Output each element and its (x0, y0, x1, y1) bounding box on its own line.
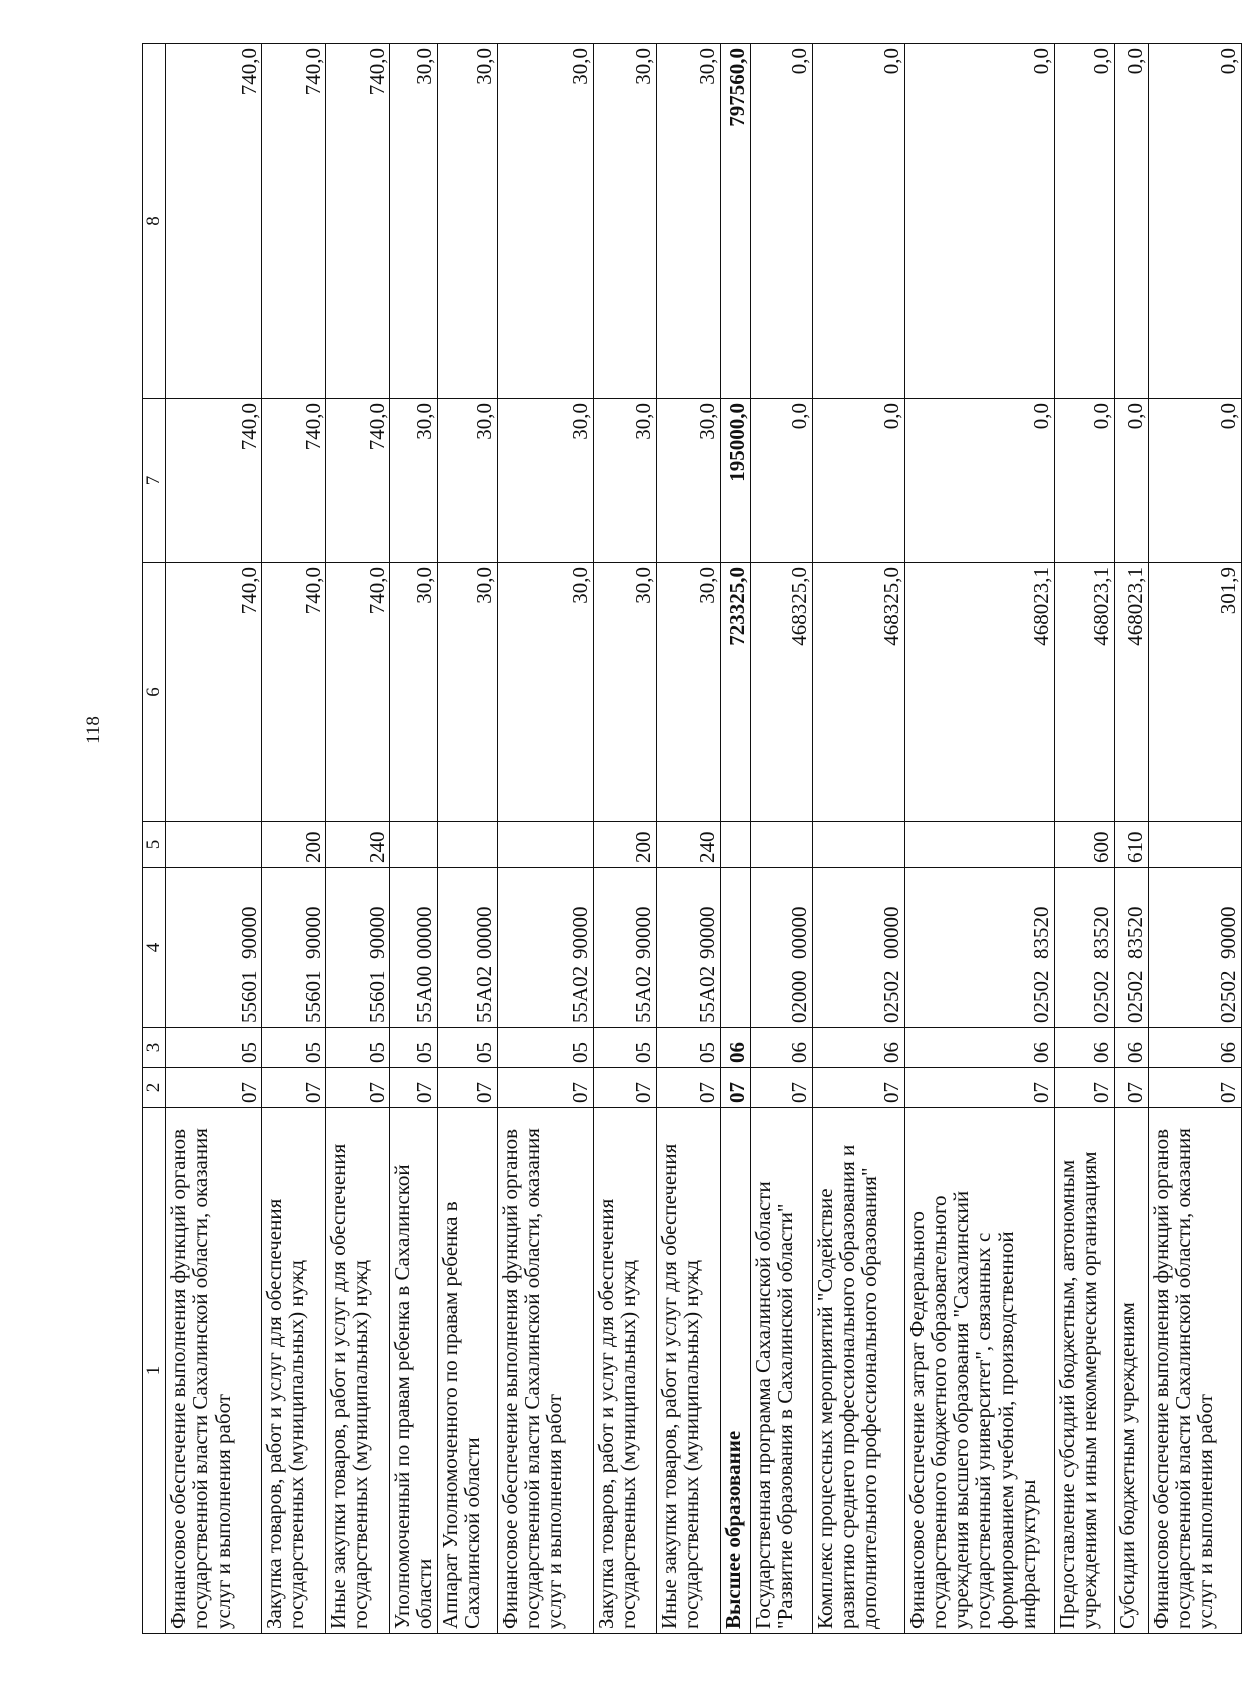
podrazdel-code-cell: 05 (437, 1028, 497, 1068)
amount-year-2-cell: 740,0 (262, 399, 326, 563)
amount-year-1-cell: 468023,1 (904, 563, 1054, 822)
amount-year-2-cell: 30,0 (656, 399, 720, 563)
program-code-part-1: 55601 (236, 970, 261, 1023)
column-header: 2 (143, 1068, 166, 1108)
amount-year-3-cell: 30,0 (656, 44, 720, 399)
amount-year-3-cell: 30,0 (437, 44, 497, 399)
table-row (812, 44, 904, 1634)
program-code-part-2: 90000 (236, 906, 261, 959)
podrazdel-code-cell: 06 (1148, 1028, 1241, 1068)
razdel-code-cell: 07 (166, 1068, 262, 1108)
budget-table (142, 43, 1242, 1634)
row-name-cell: Закупка товаров, работ и услуг для обеспечения государственных (муниципальных) нужд (262, 1108, 326, 1634)
razdel-code-cell: 07 (656, 1068, 720, 1108)
program-code-cell (390, 868, 438, 1028)
expense-type-code-cell: 240 (326, 822, 390, 868)
amount-year-2-cell: 0,0 (1148, 399, 1241, 563)
column-header: 7 (143, 399, 166, 563)
row-name-cell: Аппарат Уполномоченного по правам ребенка в Сахалинской области (437, 1108, 497, 1634)
program-code-part-2: 90000 (631, 906, 656, 959)
program-code-part-2: 90000 (695, 906, 720, 959)
table-row (262, 44, 326, 1634)
program-code-part-2: 90000 (1216, 906, 1241, 959)
podrazdel-code-cell: 06 (1054, 1028, 1114, 1068)
expense-type-code-cell (812, 822, 904, 868)
expense-type-code-cell: 200 (262, 822, 326, 868)
podrazdel-code-cell: 06 (750, 1028, 812, 1068)
column-header: 3 (143, 1028, 166, 1068)
amount-year-3-cell: 30,0 (593, 44, 656, 399)
row-name-cell: Финансовое обеспечение выполнения функций органов государственной власти Сахалинской области, оказания услуг и выполнения работ (166, 1108, 262, 1634)
razdel-code-cell: 07 (497, 1068, 593, 1108)
expense-type-code-cell: 600 (1054, 822, 1114, 868)
table-row (437, 44, 497, 1634)
table-row (390, 44, 438, 1634)
table-row (1054, 44, 1114, 1634)
program-code-part-1: 02502 (879, 970, 904, 1023)
amount-year-2-cell: 0,0 (812, 399, 904, 563)
razdel-code-cell: 07 (326, 1068, 390, 1108)
expense-type-code-cell (437, 822, 497, 868)
amount-year-3-cell: 797560,0 (720, 44, 750, 399)
program-code-part-1: 55601 (364, 970, 389, 1023)
amount-year-1-cell: 468023,1 (1114, 563, 1148, 822)
program-code-part-1: 02502 (1216, 970, 1241, 1023)
amount-year-1-cell: 740,0 (166, 563, 262, 822)
table-row (497, 44, 593, 1634)
program-code-part-2: 83520 (1029, 906, 1054, 959)
podrazdel-code-cell: 05 (390, 1028, 438, 1068)
program-code-cell (497, 868, 593, 1028)
program-code-part-1: 55A02 (695, 965, 720, 1023)
amount-year-2-cell: 0,0 (750, 399, 812, 563)
amount-year-3-cell: 0,0 (1054, 44, 1114, 399)
table-row (1114, 44, 1148, 1634)
amount-year-1-cell: 723325,0 (720, 563, 750, 822)
program-code-part-1: 55A02 (568, 965, 593, 1023)
podrazdel-code-cell: 05 (262, 1028, 326, 1068)
amount-year-3-cell: 0,0 (812, 44, 904, 399)
program-code-cell (720, 868, 750, 1028)
table-header-row (143, 44, 166, 1634)
podrazdel-code-cell: 05 (656, 1028, 720, 1068)
program-code-part-1: 02000 (787, 970, 812, 1023)
program-code-part-1: 02502 (1029, 970, 1054, 1023)
page-number: 118 (83, 716, 104, 744)
expense-type-code-cell (166, 822, 262, 868)
razdel-code-cell: 07 (262, 1068, 326, 1108)
program-code-cell (1148, 868, 1241, 1028)
expense-type-code-cell (750, 822, 812, 868)
row-name-cell: Иные закупки товаров, работ и услуг для обеспечения государственных (муниципальных) нужд (656, 1108, 720, 1634)
column-header: 4 (143, 868, 166, 1028)
program-code-part-2: 90000 (568, 906, 593, 959)
row-name-cell: Иные закупки товаров, работ и услуг для обеспечения государственных (муниципальных) нужд (326, 1108, 390, 1634)
budget-table-container (142, 44, 1241, 1634)
program-code-part-2: 90000 (300, 906, 325, 959)
amount-year-3-cell: 0,0 (904, 44, 1054, 399)
expense-type-code-cell: 610 (1114, 822, 1148, 868)
podrazdel-code-cell: 06 (904, 1028, 1054, 1068)
row-name-cell: Финансовое обеспечение выполнения функций органов государственной власти Сахалинской области, оказания услуг и выполнения работ (1148, 1108, 1241, 1634)
expense-type-code-cell (720, 822, 750, 868)
amount-year-1-cell: 468325,0 (812, 563, 904, 822)
row-name-cell: Предоставление субсидий бюджетным, автономным учреждениям и иным некоммерческим организациям (1054, 1108, 1114, 1634)
podrazdel-code-cell: 06 (812, 1028, 904, 1068)
row-name-cell: Уполномоченный по правам ребенка в Сахалинской области (390, 1108, 438, 1634)
amount-year-1-cell: 30,0 (497, 563, 593, 822)
program-code-part-1: 55601 (300, 970, 325, 1023)
amount-year-1-cell: 30,0 (656, 563, 720, 822)
column-header: 1 (143, 1108, 166, 1634)
program-code-part-1: 02502 (1123, 970, 1148, 1023)
amount-year-1-cell: 30,0 (390, 563, 438, 822)
amount-year-3-cell: 0,0 (1114, 44, 1148, 399)
program-code-cell (812, 868, 904, 1028)
razdel-code-cell: 07 (390, 1068, 438, 1108)
program-code-part-2: 00000 (412, 906, 437, 959)
row-name-cell: Высшее образование (720, 1108, 750, 1634)
row-name-cell: Финансовое обеспечение затрат Федерального государственного бюджетного образовательного учреждения высшего образования "Сахалинский государственный университет", связанных с формированием учебной, производственной инфраструктуры (904, 1108, 1054, 1634)
amount-year-2-cell: 0,0 (1114, 399, 1148, 563)
program-code-cell (593, 868, 656, 1028)
podrazdel-code-cell: 05 (497, 1028, 593, 1068)
row-name-cell: Субсидии бюджетным учреждениям (1114, 1108, 1148, 1634)
program-code-part-1: 55A02 (472, 965, 497, 1023)
amount-year-3-cell: 0,0 (750, 44, 812, 399)
table-row (904, 44, 1054, 1634)
table-row (750, 44, 812, 1634)
table-row (720, 44, 750, 1634)
row-name-cell: Комплекс процессных мероприятий "Содействие развитию среднего профессионального образования и дополнительного профессионального образования" (812, 1108, 904, 1634)
expense-type-code-cell: 240 (656, 822, 720, 868)
program-code-part-1: 55A00 (412, 965, 437, 1023)
program-code-cell (1054, 868, 1114, 1028)
amount-year-2-cell: 30,0 (437, 399, 497, 563)
expense-type-code-cell: 200 (593, 822, 656, 868)
program-code-cell (904, 868, 1054, 1028)
amount-year-2-cell: 0,0 (904, 399, 1054, 563)
row-name-cell: Финансовое обеспечение выполнения функций органов государственной власти Сахалинской области, оказания услуг и выполнения работ (497, 1108, 593, 1634)
program-code-cell (437, 868, 497, 1028)
razdel-code-cell: 07 (720, 1068, 750, 1108)
expense-type-code-cell (904, 822, 1054, 868)
podrazdel-code-cell: 06 (720, 1028, 750, 1068)
amount-year-1-cell: 468023,1 (1054, 563, 1114, 822)
amount-year-2-cell: 195000,0 (720, 399, 750, 563)
expense-type-code-cell (1148, 822, 1241, 868)
amount-year-2-cell: 30,0 (390, 399, 438, 563)
program-code-cell (750, 868, 812, 1028)
program-code-part-2: 83520 (1089, 906, 1114, 959)
amount-year-1-cell: 301,9 (1148, 563, 1241, 822)
amount-year-2-cell: 30,0 (497, 399, 593, 563)
amount-year-2-cell: 740,0 (326, 399, 390, 563)
row-name-cell: Государственная программа Сахалинской области "Развитие образования в Сахалинской области" (750, 1108, 812, 1634)
amount-year-3-cell: 0,0 (1148, 44, 1241, 399)
table-row (593, 44, 656, 1634)
amount-year-1-cell: 740,0 (326, 563, 390, 822)
program-code-cell (262, 868, 326, 1028)
program-code-cell (656, 868, 720, 1028)
razdel-code-cell: 07 (593, 1068, 656, 1108)
razdel-code-cell: 07 (812, 1068, 904, 1108)
expense-type-code-cell (390, 822, 438, 868)
amount-year-1-cell: 30,0 (593, 563, 656, 822)
razdel-code-cell: 07 (904, 1068, 1054, 1108)
column-header: 5 (143, 822, 166, 868)
column-header: 8 (143, 44, 166, 399)
razdel-code-cell: 07 (750, 1068, 812, 1108)
program-code-part-2: 00000 (879, 906, 904, 959)
amount-year-3-cell: 30,0 (390, 44, 438, 399)
amount-year-3-cell: 740,0 (326, 44, 390, 399)
amount-year-1-cell: 740,0 (262, 563, 326, 822)
column-header: 6 (143, 563, 166, 822)
table-row (166, 44, 262, 1634)
amount-year-1-cell: 468325,0 (750, 563, 812, 822)
razdel-code-cell: 07 (437, 1068, 497, 1108)
table-row (656, 44, 720, 1634)
table-body (166, 44, 1242, 1634)
table-row (1148, 44, 1241, 1634)
razdel-code-cell: 07 (1114, 1068, 1148, 1108)
program-code-part-2: 90000 (364, 906, 389, 959)
program-code-part-2: 00000 (787, 906, 812, 959)
row-name-cell: Закупка товаров, работ и услуг для обеспечения государственных (муниципальных) нужд (593, 1108, 656, 1634)
program-code-cell (1114, 868, 1148, 1028)
podrazdel-code-cell: 05 (326, 1028, 390, 1068)
program-code-part-1: 02502 (1089, 970, 1114, 1023)
razdel-code-cell: 07 (1054, 1068, 1114, 1108)
program-code-cell (326, 868, 390, 1028)
program-code-part-2: 83520 (1123, 906, 1148, 959)
program-code-part-2: 00000 (472, 906, 497, 959)
amount-year-3-cell: 740,0 (262, 44, 326, 399)
amount-year-3-cell: 740,0 (166, 44, 262, 399)
podrazdel-code-cell: 05 (166, 1028, 262, 1068)
amount-year-2-cell: 0,0 (1054, 399, 1114, 563)
amount-year-2-cell: 740,0 (166, 399, 262, 563)
amount-year-1-cell: 30,0 (437, 563, 497, 822)
program-code-part-1: 55A02 (631, 965, 656, 1023)
program-code-cell (166, 868, 262, 1028)
podrazdel-code-cell: 05 (593, 1028, 656, 1068)
amount-year-3-cell: 30,0 (497, 44, 593, 399)
podrazdel-code-cell: 06 (1114, 1028, 1148, 1068)
amount-year-2-cell: 30,0 (593, 399, 656, 563)
razdel-code-cell: 07 (1148, 1068, 1241, 1108)
table-row (326, 44, 390, 1634)
expense-type-code-cell (497, 822, 593, 868)
